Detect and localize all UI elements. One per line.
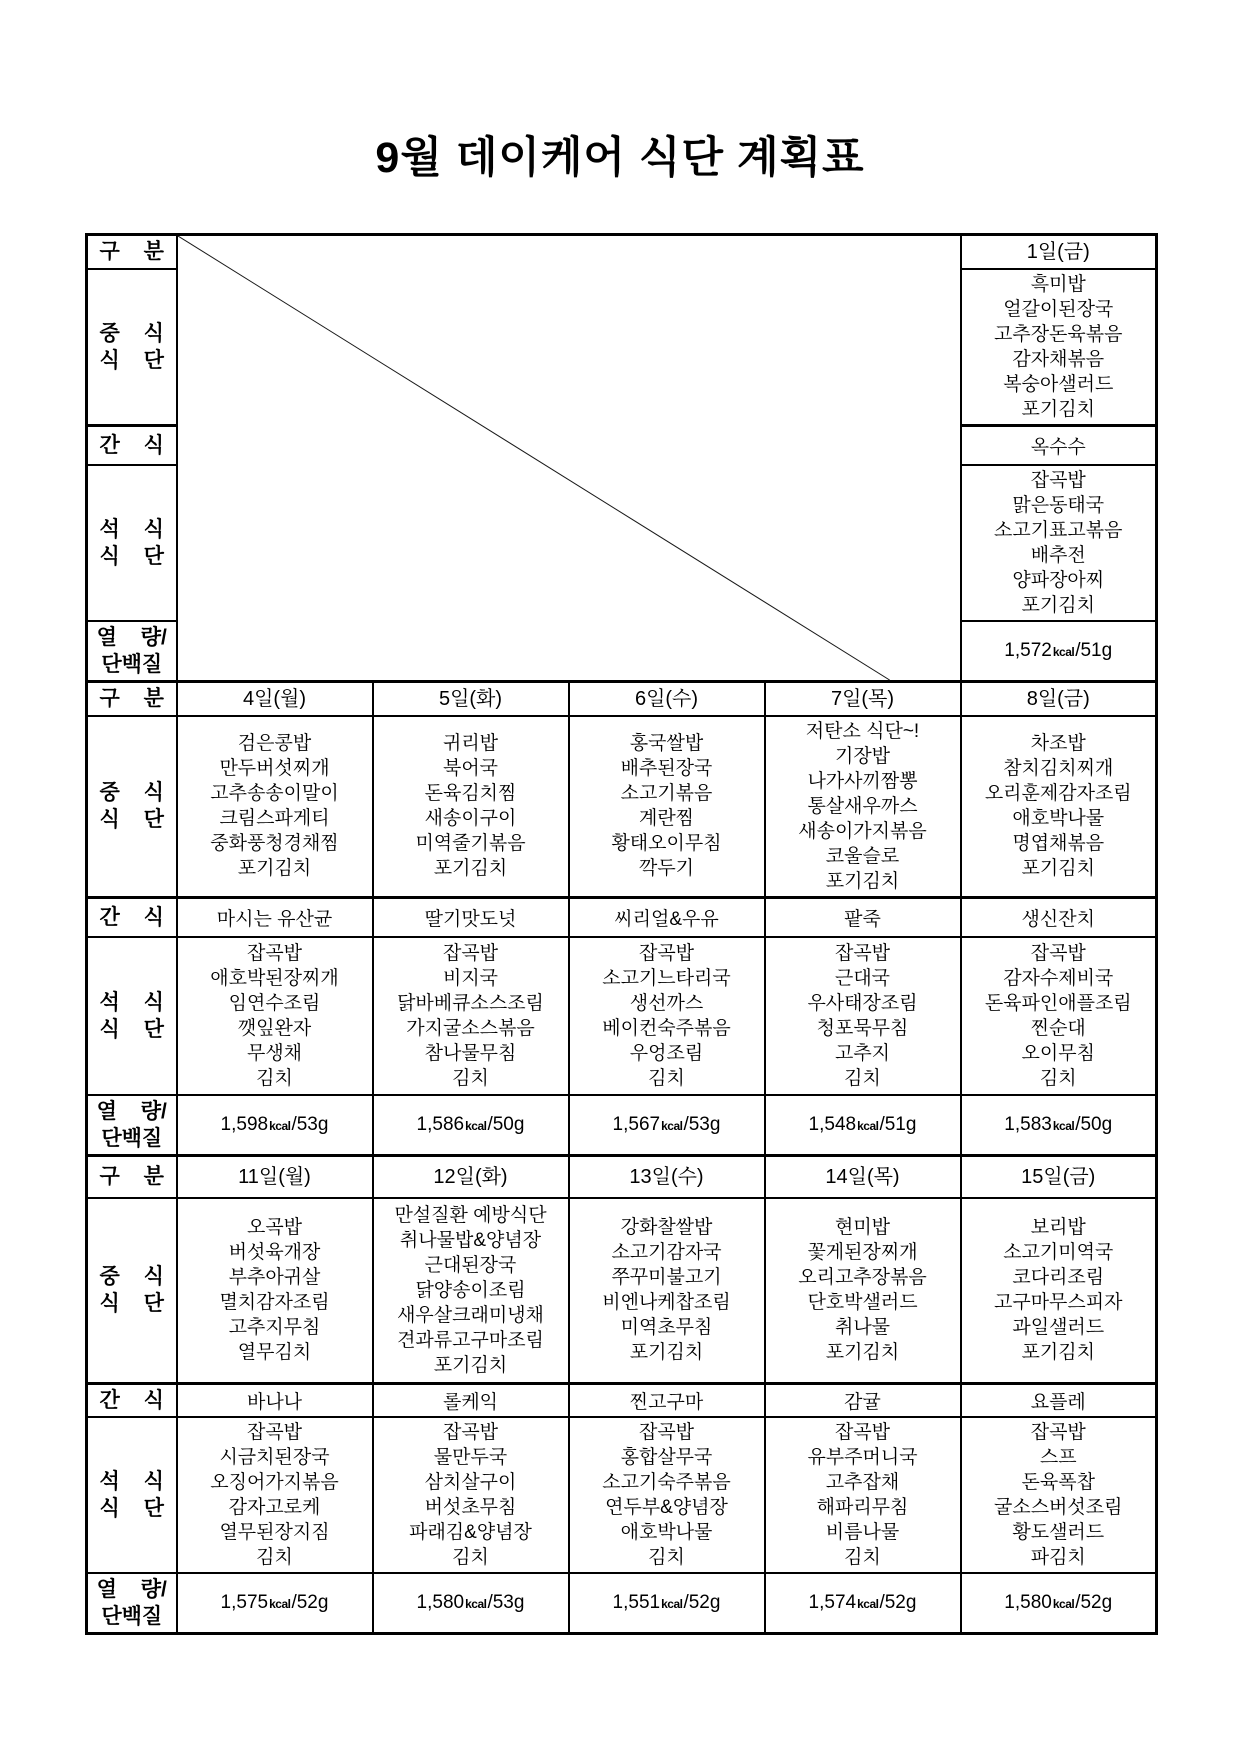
protein-value: /52g [879, 1592, 917, 1613]
menu-item: 잡곡밥 [246, 943, 303, 964]
snack-cell: 딸기맛도넛 [373, 897, 569, 937]
menu-item: 소고기미역국 [1003, 1242, 1114, 1264]
dinner-menu-cell [177, 937, 373, 1095]
snack-cell: 마시는 유산균 [177, 897, 373, 937]
dinner-menu-cell [373, 937, 569, 1095]
snack-row [87, 1384, 1157, 1418]
menu-item: 유부주머니국 [807, 1447, 918, 1468]
menu-item: 잡곡밥 [834, 943, 891, 964]
snack-cell: 씨리얼&우유 [569, 897, 765, 937]
menu-item: 만두버섯찌개 [219, 758, 330, 779]
menu-item: 닭양송이조림 [415, 1279, 526, 1301]
menu-item: 해파리무침 [816, 1497, 909, 1518]
menu-item: 소고기볶음 [620, 783, 713, 804]
menu-item: 임연수조림 [228, 993, 321, 1014]
menu-item: 애호박나물 [1012, 808, 1105, 829]
day-header-cell: 15일(금) [961, 1156, 1157, 1198]
row-label-line: 간 식 [99, 433, 164, 457]
plan-section [87, 682, 1157, 1156]
calorie-cell [961, 1573, 1157, 1634]
protein-value: /50g [487, 1114, 525, 1135]
row-label-lunch [87, 1198, 177, 1384]
protein-value: /53g [683, 1114, 721, 1135]
menu-item: 김치 [452, 1547, 489, 1568]
menu-item: 포기김치 [1021, 1342, 1095, 1364]
lunch-row [87, 1198, 1157, 1384]
menu-item: 우사태장조림 [807, 993, 918, 1014]
protein-value: /52g [683, 1592, 721, 1613]
calorie-value: 1,548 [808, 1114, 857, 1135]
menu-item: 쭈꾸미불고기 [611, 1267, 722, 1289]
calorie-cell [177, 1095, 373, 1156]
menu-item: 미역초무침 [620, 1317, 713, 1339]
menu-item: 검은콩밥 [237, 733, 312, 754]
lunch-menu-cell [961, 716, 1157, 898]
calorie-value: 1,572 [1004, 640, 1052, 661]
row-label-line: 중 식 [99, 321, 164, 345]
menu-item: 가지굴소스볶음 [406, 1018, 535, 1039]
menu-item: 고추장돈육볶음 [994, 323, 1123, 345]
menu-item: 근대국 [834, 968, 891, 989]
menu-item: 복숭아샐러드 [1003, 373, 1114, 395]
menu-item: 비지국 [442, 968, 499, 989]
protein-value: /52g [291, 1592, 329, 1613]
menu-item: 김치 [844, 1068, 881, 1089]
row-label-lunch [87, 269, 177, 426]
protein-value: /51g [879, 1114, 917, 1135]
kcal-unit: kcal [269, 1119, 291, 1133]
meal-plan-table [85, 233, 1158, 1635]
menu-item: 나가사끼짬뽕 [807, 770, 918, 792]
row-label-snack [87, 1384, 177, 1418]
menu-item: 버섯육개장 [228, 1242, 321, 1264]
menu-item: 기장밥 [834, 745, 891, 767]
calorie-value: 1,583 [1004, 1114, 1052, 1135]
row-label-energy [87, 1095, 177, 1156]
row-label-line: 석 식 [99, 1470, 164, 1493]
calorie-value: 1,580 [416, 1592, 465, 1613]
menu-item: 청포묵무침 [816, 1018, 909, 1039]
menu-item: 얼갈이된장국 [1003, 298, 1114, 320]
menu-item: 삼치살구이 [424, 1472, 517, 1493]
row-label-line: 석 식 [99, 518, 164, 541]
diagonal-empty-cell [177, 235, 961, 682]
day-header-cell: 1일(금) [961, 235, 1157, 269]
menu-item: 오징어가지볶음 [210, 1472, 339, 1493]
menu-item: 잡곡밥 [1030, 1422, 1086, 1443]
menu-item: 강화찰쌀밥 [620, 1217, 713, 1239]
dinner-menu-cell [569, 937, 765, 1095]
row-label-line: 구 분 [99, 1165, 164, 1189]
menu-item: 홍국쌀밥 [629, 733, 704, 754]
menu-item: 통살새우까스 [807, 795, 918, 817]
row-label-line: 구 분 [99, 687, 164, 711]
row-label-snack [87, 897, 177, 937]
menu-item: 비엔나케찹조림 [602, 1292, 731, 1314]
menu-item: 포기김치 [1021, 858, 1095, 879]
protein-value: /53g [487, 1592, 525, 1613]
menu-item: 포기김치 [825, 1342, 900, 1364]
menu-item: 포기김치 [825, 870, 900, 892]
protein-value: /51g [1075, 640, 1113, 661]
calorie-value: 1,567 [612, 1114, 661, 1135]
menu-item: 고추지무침 [228, 1317, 321, 1339]
lunch-menu-cell [177, 716, 373, 898]
menu-item: 배추된장국 [620, 758, 713, 779]
menu-item: 깍두기 [638, 858, 695, 879]
menu-item: 열무김치 [237, 1342, 312, 1364]
row-label-line: 식 단 [99, 1292, 164, 1316]
dinner-row [87, 1417, 1157, 1573]
menu-item: 닭바베큐소스조림 [397, 993, 544, 1014]
menu-item: 김치 [256, 1547, 293, 1568]
menu-item: 잡곡밥 [638, 1422, 695, 1443]
menu-item: 깻잎완자 [237, 1018, 312, 1039]
menu-item: 김치 [648, 1547, 685, 1568]
menu-item: 고추지 [834, 1043, 891, 1064]
menu-item: 김치 [256, 1068, 293, 1089]
day-header-cell: 12일(화) [373, 1156, 569, 1198]
row-label-line: 단백질 [101, 653, 163, 676]
calorie-cell [961, 621, 1157, 682]
dinner-menu-cell [569, 1417, 765, 1573]
menu-item: 북어국 [442, 758, 499, 779]
menu-item: 포기김치 [629, 1342, 704, 1364]
menu-item: 잡곡밥 [638, 943, 695, 964]
menu-item: 포기김치 [1021, 595, 1095, 616]
menu-item: 배추전 [1030, 545, 1086, 566]
menu-item: 열무된장지짐 [219, 1522, 330, 1543]
row-label-line: 식 단 [99, 1018, 164, 1041]
kcal-unit: kcal [1052, 1597, 1075, 1611]
menu-item: 양파장아찌 [1012, 570, 1105, 591]
row-label-dinner [87, 1417, 177, 1573]
lunch-menu-cell [177, 1198, 373, 1384]
menu-item: 김치 [1039, 1068, 1077, 1089]
dinner-row [87, 937, 1157, 1095]
menu-item: 만설질환 예방식단 [394, 1204, 547, 1226]
menu-item: 오곡밥 [246, 1217, 303, 1239]
row-label-line: 식 단 [99, 545, 164, 568]
dinner-menu-cell [177, 1417, 373, 1573]
kcal-unit: kcal [465, 1119, 487, 1133]
plan-section [87, 1156, 1157, 1634]
lunch-menu-cell [569, 1198, 765, 1384]
lunch-menu-cell [569, 716, 765, 898]
dinner-menu-cell [961, 465, 1157, 621]
menu-item: 견과류고구마조림 [397, 1329, 544, 1351]
row-label-category [87, 1156, 177, 1198]
calorie-value: 1,575 [220, 1592, 269, 1613]
menu-item: 우엉조림 [629, 1043, 704, 1064]
kcal-unit: kcal [857, 1119, 879, 1133]
protein-value: /52g [1075, 1592, 1113, 1613]
menu-item: 포기김치 [1021, 398, 1095, 420]
lunch-row [87, 716, 1157, 898]
menu-item: 새우살크래미냉채 [397, 1304, 544, 1326]
kcal-unit: kcal [1052, 1119, 1075, 1133]
menu-item: 귀리밥 [442, 733, 499, 754]
row-label-line: 식 단 [99, 808, 164, 831]
day-header-cell: 13일(수) [569, 1156, 765, 1198]
menu-item: 포기김치 [237, 858, 312, 879]
menu-item: 황태오이무침 [611, 833, 722, 854]
kcal-unit: kcal [857, 1597, 879, 1611]
menu-item: 소고기숙주볶음 [602, 1472, 731, 1493]
energy-row [87, 1095, 1157, 1156]
menu-item: 취나물밥&양념장 [399, 1229, 542, 1251]
menu-item: 김치 [844, 1547, 881, 1568]
menu-item: 멸치감자조림 [219, 1292, 330, 1314]
menu-item: 고구마무스피자 [994, 1292, 1123, 1314]
page-title: 9월 데이케어 식단 계획표 [375, 134, 865, 182]
row-label-line: 열 량/ [96, 1100, 167, 1123]
menu-item: 맑은동태국 [1012, 495, 1105, 516]
calorie-cell [765, 1095, 961, 1156]
menu-item: 잡곡밥 [1030, 470, 1086, 491]
snack-cell: 롤케익 [373, 1384, 569, 1418]
calorie-value: 1,598 [220, 1114, 269, 1135]
menu-item: 생선까스 [629, 993, 704, 1014]
dinner-menu-cell [373, 1417, 569, 1573]
menu-item: 보리밥 [1030, 1217, 1086, 1239]
snack-cell: 바나나 [177, 1384, 373, 1418]
day-header-cell: 7일(목) [765, 682, 961, 716]
menu-item: 잡곡밥 [442, 1422, 499, 1443]
row-label-line: 구 분 [99, 240, 164, 264]
day-header-cell: 8일(금) [961, 682, 1157, 716]
menu-item: 과일샐러드 [1012, 1317, 1105, 1339]
kcal-unit: kcal [661, 1597, 683, 1611]
menu-item: 돈육폭찹 [1021, 1472, 1095, 1493]
menu-item: 돈육파인애플조림 [984, 993, 1132, 1014]
dinner-menu-cell [961, 1417, 1157, 1573]
menu-item: 잡곡밥 [442, 943, 499, 964]
calorie-cell [373, 1095, 569, 1156]
menu-item: 현미밥 [834, 1217, 891, 1239]
row-label-lunch [87, 716, 177, 898]
lunch-menu-cell [373, 1198, 569, 1384]
menu-item: 잡곡밥 [246, 1422, 303, 1443]
menu-item: 감자수제비국 [1003, 968, 1114, 989]
lunch-menu-cell [765, 716, 961, 898]
snack-row [87, 897, 1157, 937]
menu-item: 단호박샐러드 [807, 1292, 918, 1314]
row-label-line: 식 단 [99, 348, 164, 372]
row-label-category [87, 235, 177, 269]
menu-item: 소고기감자국 [611, 1242, 722, 1264]
snack-cell: 요플레 [961, 1384, 1157, 1418]
snack-cell: 옥수수 [961, 425, 1157, 465]
menu-item: 포기김치 [433, 858, 508, 879]
row-label-energy [87, 1573, 177, 1634]
row-label-category [87, 682, 177, 716]
menu-item: 중화풍청경채찜 [210, 833, 339, 854]
menu-item: 비름나물 [825, 1522, 900, 1543]
day-header-cell: 5일(화) [373, 682, 569, 716]
calorie-cell [961, 1095, 1157, 1156]
menu-item: 시금치된장국 [219, 1447, 330, 1468]
calorie-cell [765, 1573, 961, 1634]
row-label-line: 열 량/ [96, 626, 167, 649]
row-label-energy [87, 621, 177, 682]
snack-cell: 생신잔치 [961, 897, 1157, 937]
kcal-unit: kcal [1052, 645, 1075, 659]
menu-item: 코울슬로 [825, 845, 900, 867]
menu-item: 오리고추장볶음 [798, 1267, 927, 1289]
row-label-line: 간 식 [99, 905, 164, 929]
row-label-line: 간 식 [99, 1389, 164, 1412]
row-label-line: 열 량/ [96, 1578, 167, 1601]
category-row [87, 1156, 1157, 1198]
menu-item: 꽃게된장찌개 [807, 1242, 918, 1264]
menu-item: 돈육김치찜 [424, 783, 517, 804]
menu-item: 계란찜 [638, 808, 695, 829]
calorie-cell [177, 1573, 373, 1634]
menu-item: 오리훈제감자조림 [984, 783, 1132, 804]
menu-item: 소고기표고볶음 [994, 520, 1123, 541]
menu-item: 포기김치 [433, 1354, 508, 1376]
dinner-menu-cell [765, 1417, 961, 1573]
menu-item: 굴소스버섯조림 [994, 1497, 1123, 1518]
menu-item: 참치김치찌개 [1003, 758, 1114, 779]
calorie-cell [373, 1573, 569, 1634]
row-label-line: 단백질 [101, 1127, 163, 1150]
menu-item: 새송이가지볶음 [798, 820, 927, 842]
calorie-value: 1,586 [416, 1114, 465, 1135]
menu-item: 참나물무침 [424, 1043, 517, 1064]
menu-item: 새송이구이 [424, 808, 517, 829]
day-header-cell: 14일(목) [765, 1156, 961, 1198]
protein-value: /50g [1075, 1114, 1113, 1135]
calorie-value: 1,551 [612, 1592, 661, 1613]
menu-item: 잡곡밥 [1030, 943, 1086, 964]
protein-value: /53g [291, 1114, 329, 1135]
menu-item: 차조밥 [1030, 733, 1086, 754]
menu-item: 김치 [648, 1068, 685, 1089]
menu-item: 근대된장국 [424, 1254, 517, 1276]
menu-item: 코다리조림 [1012, 1267, 1105, 1289]
row-label-line: 중 식 [99, 1265, 164, 1289]
menu-item: 잡곡밥 [834, 1422, 891, 1443]
row-label-dinner [87, 465, 177, 621]
menu-item: 저탄소 식단~! [805, 720, 920, 742]
menu-item: 스프 [1039, 1447, 1077, 1468]
category-row [87, 235, 1157, 269]
energy-row [87, 1573, 1157, 1634]
menu-item: 오이무침 [1021, 1043, 1095, 1064]
menu-item: 애호박된장찌개 [210, 968, 339, 989]
menu-item: 김치 [452, 1068, 489, 1089]
diagonal-line [178, 236, 960, 680]
day-header-cell: 6일(수) [569, 682, 765, 716]
menu-item: 크림스파게티 [219, 808, 330, 829]
menu-item: 연두부&양념장 [605, 1497, 728, 1518]
category-row [87, 682, 1157, 716]
menu-item: 고추송송이말이 [210, 783, 339, 804]
menu-item: 흑미밥 [1030, 273, 1086, 295]
menu-item: 명엽채볶음 [1012, 833, 1105, 854]
kcal-unit: kcal [269, 1597, 291, 1611]
kcal-unit: kcal [465, 1597, 487, 1611]
snack-cell: 팥죽 [765, 897, 961, 937]
dinner-menu-cell [961, 937, 1157, 1095]
menu-item: 미역줄기볶음 [415, 833, 526, 854]
lunch-menu-cell [373, 716, 569, 898]
menu-item: 감자채볶음 [1012, 348, 1105, 370]
row-label-line: 석 식 [99, 991, 164, 1014]
row-label-snack [87, 425, 177, 465]
row-label-dinner [87, 937, 177, 1095]
calorie-cell [569, 1573, 765, 1634]
menu-item: 감자고로케 [228, 1497, 321, 1518]
menu-item: 물만두국 [433, 1447, 508, 1468]
menu-item: 파래김&양념장 [409, 1522, 532, 1543]
menu-item: 홍합살무국 [620, 1447, 713, 1468]
dinner-menu-cell [765, 937, 961, 1095]
row-label-line: 식 단 [99, 1497, 164, 1520]
snack-cell: 찐고구마 [569, 1384, 765, 1418]
menu-item: 애호박나물 [620, 1522, 713, 1543]
snack-cell: 감귤 [765, 1384, 961, 1418]
menu-item: 버섯초무침 [424, 1497, 517, 1518]
menu-item: 소고기느타리국 [602, 968, 731, 989]
menu-item: 무생채 [246, 1043, 303, 1064]
menu-item: 찐순대 [1030, 1018, 1086, 1039]
menu-item: 황도샐러드 [1012, 1522, 1105, 1543]
menu-item: 취나물 [834, 1317, 891, 1339]
menu-item: 파김치 [1030, 1547, 1086, 1568]
lunch-menu-cell [961, 269, 1157, 426]
plan-section [87, 235, 1157, 682]
lunch-menu-cell [961, 1198, 1157, 1384]
calorie-cell [569, 1095, 765, 1156]
menu-item: 베이컨숙주볶음 [602, 1018, 731, 1039]
day-header-cell: 4일(월) [177, 682, 373, 716]
menu-item: 고추잡채 [825, 1472, 900, 1493]
lunch-menu-cell [765, 1198, 961, 1384]
day-header-cell: 11일(월) [177, 1156, 373, 1198]
row-label-line: 단백질 [101, 1605, 163, 1628]
kcal-unit: kcal [661, 1119, 683, 1133]
row-label-line: 중 식 [99, 781, 164, 804]
calorie-value: 1,580 [1004, 1592, 1052, 1613]
calorie-value: 1,574 [808, 1592, 857, 1613]
menu-item: 부추아귀살 [228, 1267, 321, 1289]
